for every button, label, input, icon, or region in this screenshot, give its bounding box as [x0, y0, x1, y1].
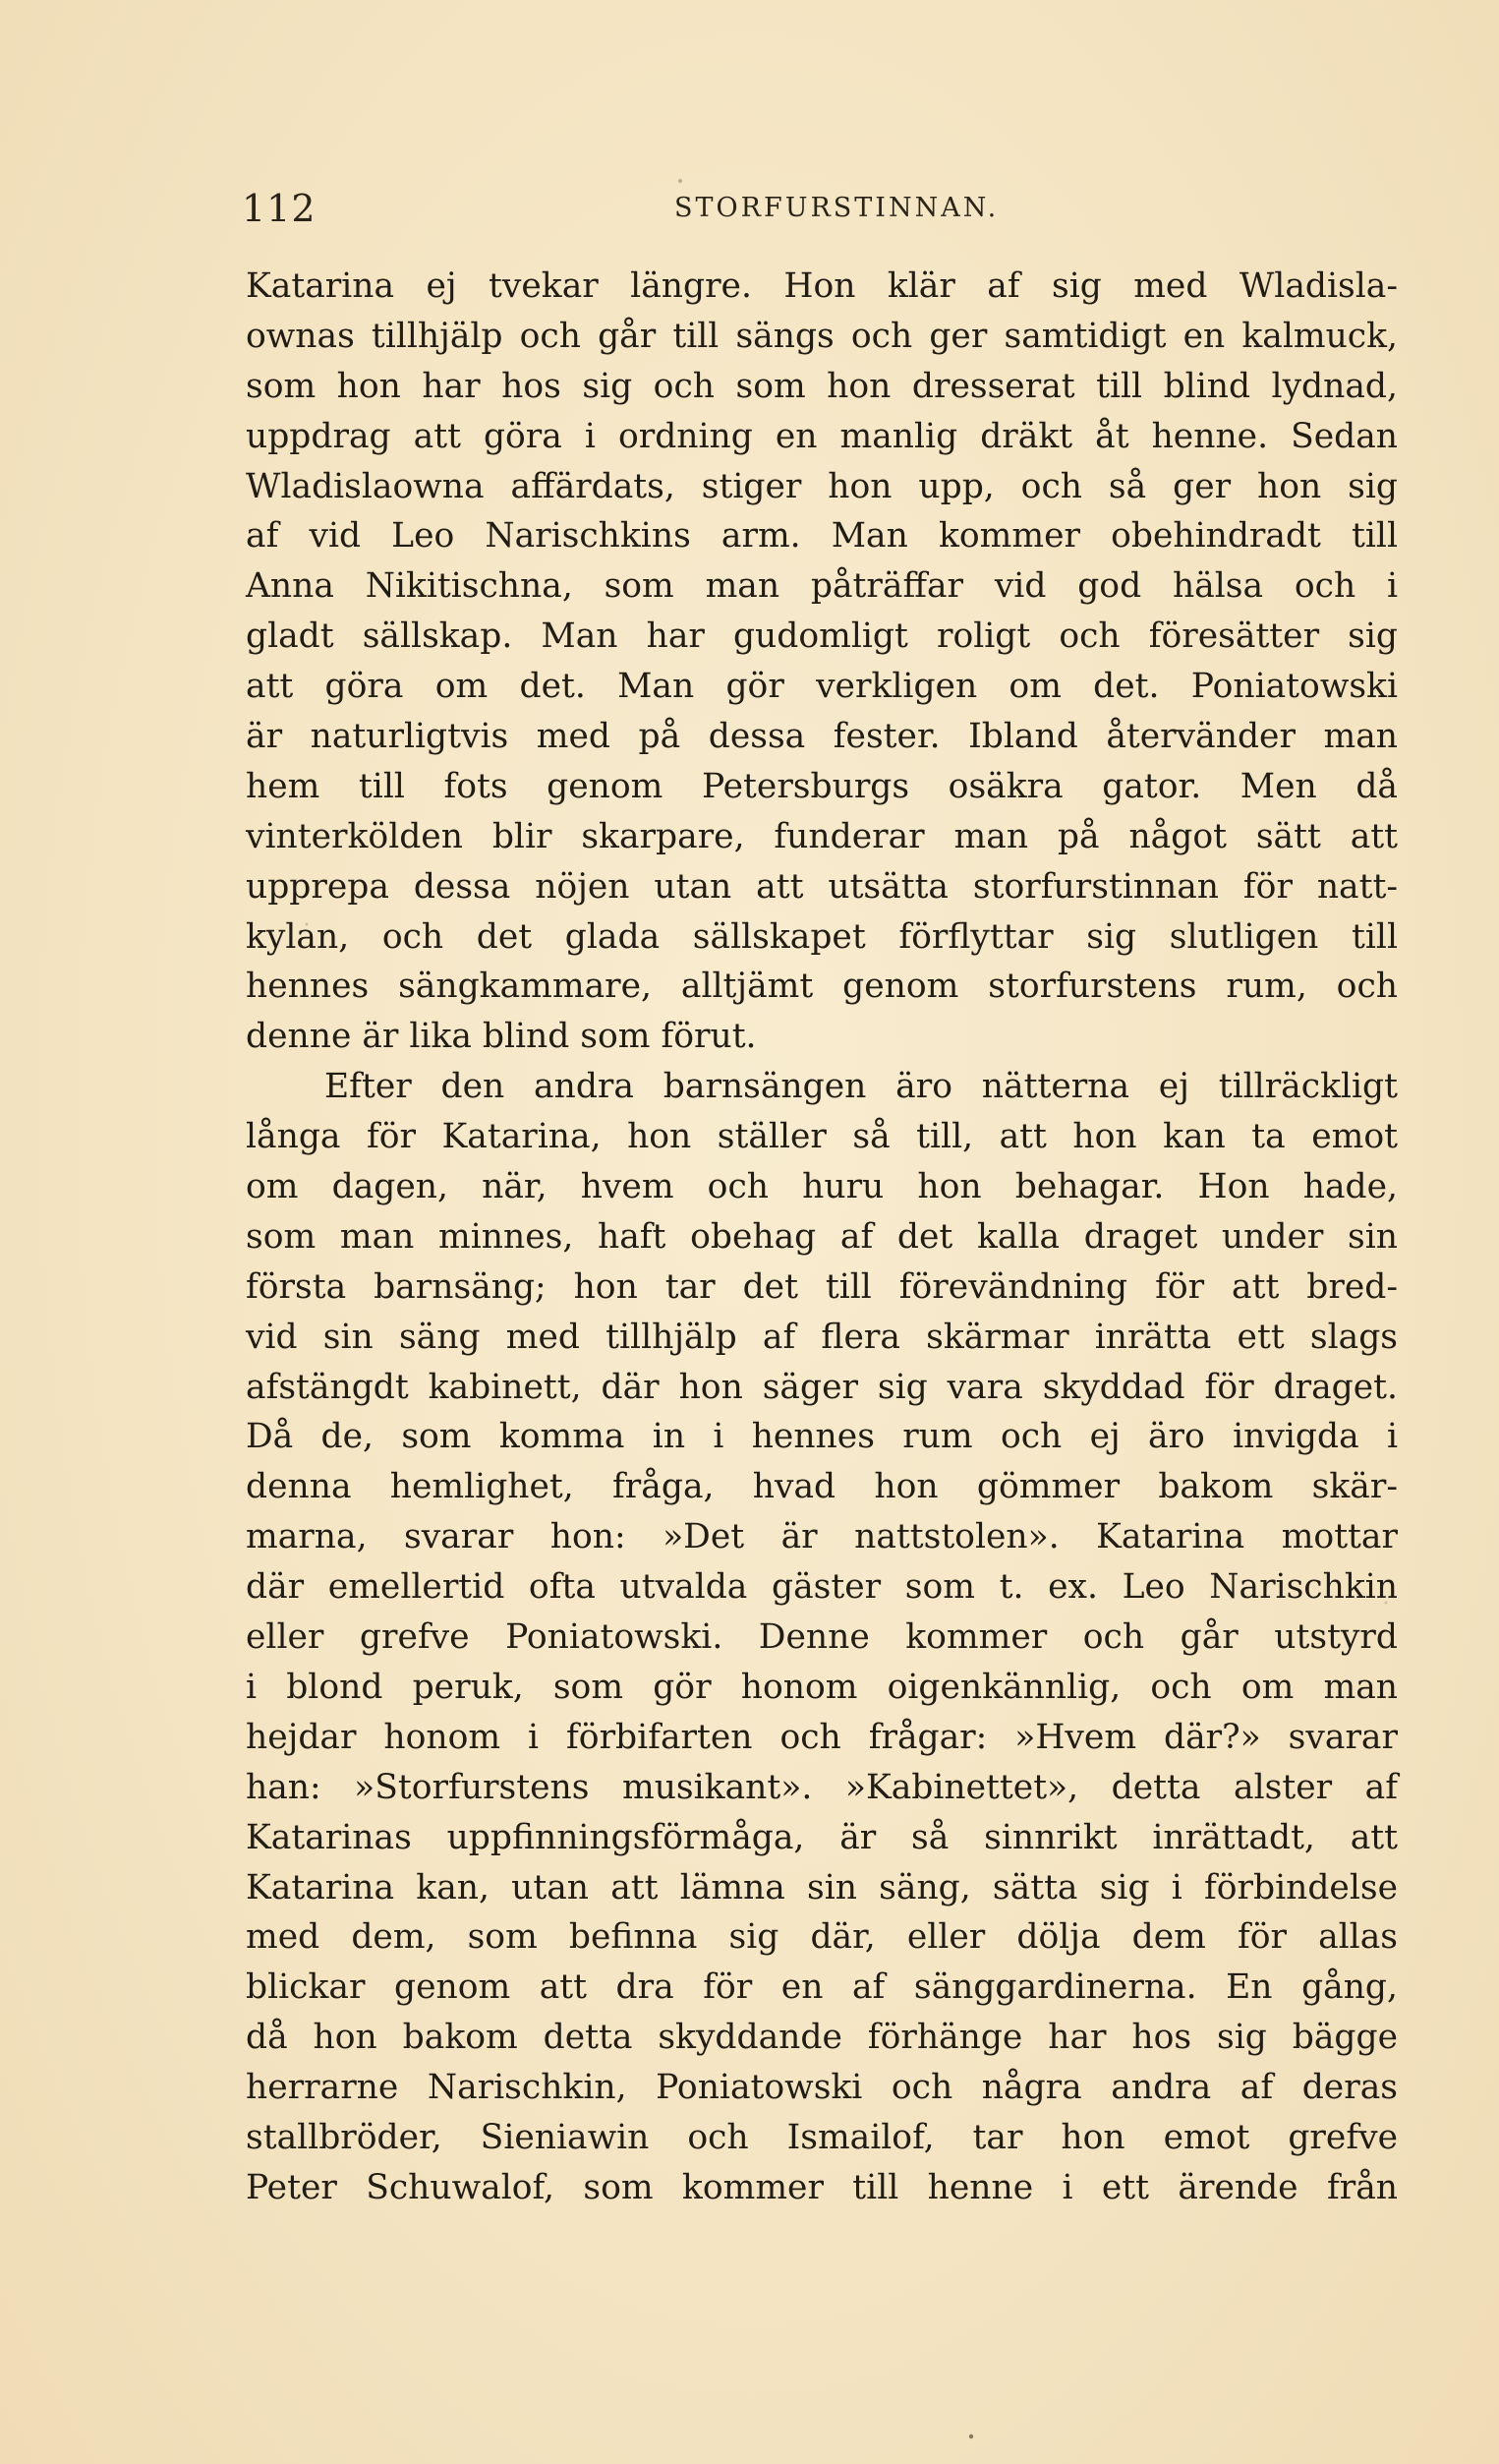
text-line: som man minnes, haft obehag af det kalla draget under sin [246, 1216, 1398, 1257]
text-line: Wladislaowna affärdats, stiger hon upp, och så ger hon sig [246, 466, 1398, 506]
text-line: Katarina ej tvekar längre. Hon klär af sig med Wladisla- [246, 266, 1398, 306]
text-line: första barnsäng; hon tar det till förevändning för att bred- [246, 1266, 1398, 1307]
text-line: upprepa dessa nöjen utan att utsätta storfurstinnan för natt- [246, 866, 1398, 907]
page-header [242, 183, 1398, 242]
text-line: hem till fots genom Petersburgs osäkra gator. Men då [246, 766, 1398, 806]
text-line: Då de, som komma in i hennes rum och ej äro invigda i [246, 1417, 1398, 1457]
text-line: herrarne Narischkin, Poniatowski och några andra af deras [246, 2068, 1398, 2108]
text-line: i blond peruk, som gör honom oigenkännlig, och om man [246, 1667, 1398, 1707]
text-line: uppdrag att göra i ordning en manlig dräkt åt henne. Sedan [246, 416, 1398, 456]
text-line: stallbröder, Sieniawin och Ismailof, tar hon emot grefve [246, 2117, 1398, 2157]
text-line: afstängdt kabinett, där hon säger sig vara skyddad för draget. [246, 1367, 1398, 1407]
text-line: eller grefve Poniatowski. Denne kommer och går utstyrd [246, 1617, 1398, 1658]
text-line: hejdar honom i förbifarten och frågar: »Hvem där?» svarar [246, 1717, 1398, 1757]
text-line: Katarina kan, utan att lämna sin säng, sätta sig i förbindelse [246, 1867, 1398, 1907]
text-line: om dagen, när, hvem och huru hon behagar. Hon hade, [246, 1167, 1398, 1207]
paper-speck [969, 2435, 973, 2438]
text-line: Peter Schuwalof, som kommer till henne i ett ärende från [246, 2167, 1398, 2207]
text-line: blickar genom att dra för en af sänggardinerna. En gång, [246, 1967, 1398, 2008]
text-line: Katarinas uppfinningsförmåga, är så sinnrikt inrättadt, att [246, 1817, 1398, 1857]
text-line: gladt sällskap. Man har gudomligt roligt och föresätter sig [246, 616, 1398, 657]
text-line: hennes sängkammare, alltjämt genom storfurstens rum, och [246, 967, 1398, 1007]
text-line: kylan, och det glada sällskapet förflyttar sig slutligen till [246, 916, 1398, 957]
text-line: ownas tillhjälp och går till sängs och ger samtidigt en kalmuck, [246, 316, 1398, 356]
page-number: 112 [242, 187, 317, 230]
text-line: denna hemlighet, fråga, hvad hon gömmer bakom skär- [246, 1467, 1398, 1507]
text-line: denne är lika blind som förut. [246, 1017, 757, 1057]
text-line: som hon har hos sig och som hon dresserat till blind lydnad, [246, 366, 1398, 406]
text-line: med dem, som befinna sig där, eller dölja dem för allas [246, 1917, 1398, 1958]
text-line: är naturligtvis med på dessa fester. Ibland återvänder man [246, 717, 1398, 757]
text-line: då hon bakom detta skyddande förhänge har hos sig bägge [246, 2018, 1398, 2058]
text-line: han: »Storfurstens musikant». »Kabinettet», detta alster af [246, 1767, 1398, 1807]
text-line: Efter den andra barnsängen äro nätterna ej tillräckligt [324, 1067, 1398, 1107]
text-line: där emellertid ofta utvalda gäster som t. ex. Leo Narischkin [246, 1567, 1398, 1608]
text-line: vid sin säng med tillhjälp af flera skärmar inrätta ett slags [246, 1317, 1398, 1357]
text-line: långa för Katarina, hon ställer så till, att hon kan ta emot [246, 1117, 1398, 1157]
text-line: att göra om det. Man gör verkligen om det. Poniatowski [246, 667, 1398, 707]
text-line: af vid Leo Narischkins arm. Man kommer obehindradt till [246, 516, 1398, 557]
running-title: STORFURSTINNAN. [674, 193, 1000, 223]
text-line: Anna Nikitischna, som man påträffar vid god hälsa och i [246, 566, 1398, 607]
text-line: vinterkölden blir skarpare, funderar man på något sätt att [246, 816, 1398, 856]
text-line: marna, svarar hon: »Det är nattstolen». Katarina mottar [246, 1517, 1398, 1557]
body-text [246, 262, 1398, 2213]
